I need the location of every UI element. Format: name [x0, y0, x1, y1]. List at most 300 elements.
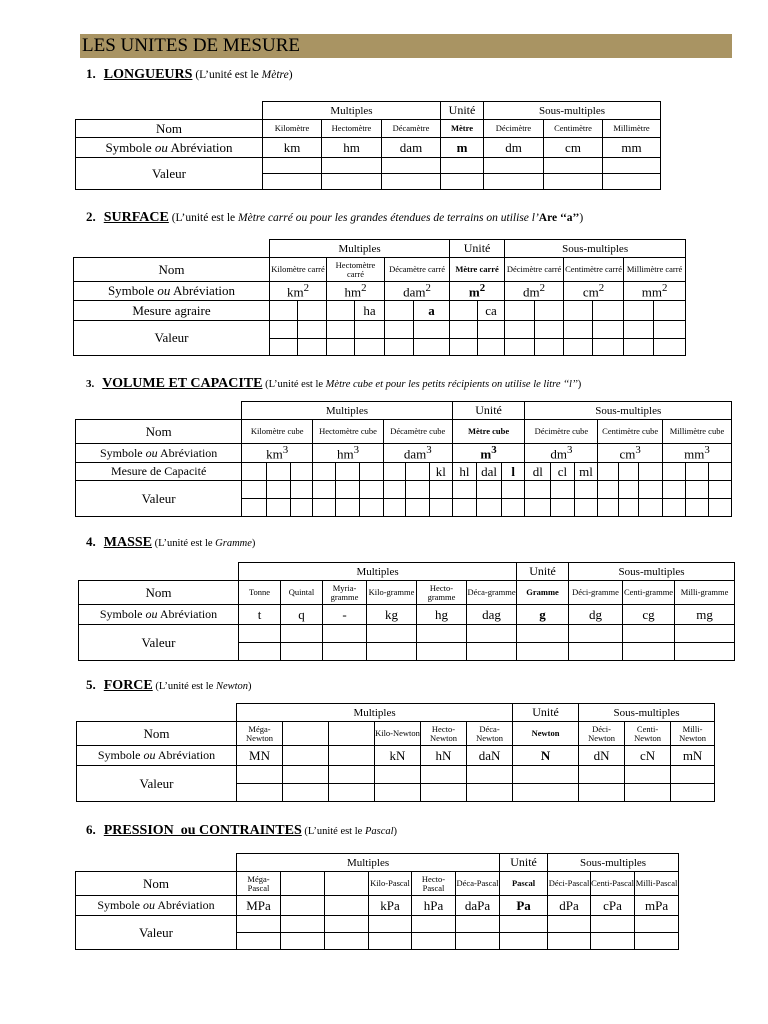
- valeur-cell: [329, 766, 375, 784]
- valeur-cell: [551, 499, 575, 517]
- capacite-cell: [709, 463, 732, 481]
- unit-symbol: dag: [467, 605, 517, 625]
- multiples-header: Multiples: [237, 854, 500, 872]
- valeur-cell: [322, 158, 382, 174]
- valeur-cell: [501, 499, 525, 517]
- unit-name-main: Newton: [513, 722, 579, 746]
- valeur-cell: [382, 158, 441, 174]
- unite-header: Unité: [513, 704, 579, 722]
- unit-symbol: cm: [544, 138, 603, 158]
- nom-label: Nom: [76, 120, 263, 138]
- unit-name-main: Mètre: [441, 120, 484, 138]
- valeur-cell: [569, 643, 623, 661]
- valeur-cell: [478, 321, 505, 339]
- valeur-label: Valeur: [76, 916, 237, 950]
- valeur-cell: [327, 321, 355, 339]
- sous-multiples-header: Sous-multiples: [505, 240, 686, 258]
- valeur-cell: [635, 916, 679, 933]
- sous-multiples-header: Sous-multiples: [548, 854, 679, 872]
- valeur-cell: [484, 174, 544, 190]
- section-number: 1.: [86, 66, 96, 81]
- valeur-cell: [639, 499, 663, 517]
- section-heading: FORCE: [103, 678, 153, 693]
- valeur-cell: [270, 321, 298, 339]
- section-number: 6.: [86, 822, 96, 837]
- valeur-cell: [548, 933, 591, 950]
- unit-name: Décimètre cube: [525, 420, 598, 444]
- valeur-cell: [360, 481, 384, 499]
- unit-symbol: mN: [671, 746, 715, 766]
- unit-symbol: kg: [367, 605, 417, 625]
- valeur-cell: [709, 481, 732, 499]
- mesure-capacite-label: Mesure de Capacité: [76, 463, 242, 481]
- unit-name: Décimètre carré: [505, 258, 564, 282]
- unit-symbol: cg: [623, 605, 675, 625]
- agraire-cell: [450, 301, 478, 321]
- section-note: (L’unité est le Pascal): [301, 826, 398, 837]
- valeur-cell: [477, 499, 502, 517]
- valeur-cell: [639, 481, 663, 499]
- valeur-cell: [298, 321, 327, 339]
- sous-multiples-header: Sous-multiples: [484, 102, 661, 120]
- valeur-cell: [564, 339, 593, 356]
- multiples-header: Multiples: [263, 102, 441, 120]
- capacite-cell: [313, 463, 336, 481]
- multiples-header: Multiples: [242, 402, 452, 420]
- unit-symbol: dg: [569, 605, 623, 625]
- capacite-symbol: kl: [430, 463, 453, 481]
- nom-label: Nom: [79, 581, 239, 605]
- valeur-cell: [417, 643, 467, 661]
- sous-multiples-header: Sous-multiples: [569, 563, 735, 581]
- nom-label: Nom: [76, 872, 237, 896]
- valeur-cell: [323, 625, 367, 643]
- valeur-cell: [574, 499, 598, 517]
- unit-name: Hecto-Pascal: [412, 872, 456, 896]
- valeur-cell: [551, 481, 575, 499]
- unit-symbol: -: [323, 605, 367, 625]
- unit-symbol: $km^2$: [270, 282, 327, 301]
- valeur-cell: [383, 499, 406, 517]
- agraire-symbol: ca: [478, 301, 505, 321]
- unit-symbol: dPa: [548, 896, 591, 916]
- unit-name: Milli-gramme: [675, 581, 735, 605]
- section-number: 4.: [86, 534, 96, 549]
- capacite-symbol: cl: [551, 463, 575, 481]
- blank-cell: [79, 563, 239, 581]
- unit-name: Milli-Newton: [671, 722, 715, 746]
- unit-symbol: cN: [625, 746, 671, 766]
- valeur-cell: [662, 499, 685, 517]
- valeur-cell: [242, 481, 267, 499]
- section-title-pression: [86, 822, 397, 839]
- unit-name: Kilomètre cube: [242, 420, 313, 444]
- section-note: (L’unité est le Gramme): [151, 538, 256, 549]
- valeur-cell: [598, 499, 619, 517]
- unit-symbol: $mm^2$: [624, 282, 686, 301]
- section-note: (L’unité est le Mètre cube et pour les petits récipients on utilise le litre ‘‘l’’): [262, 379, 582, 390]
- valeur-cell: [593, 339, 624, 356]
- valeur-cell: [355, 339, 385, 356]
- unite-header: Unité: [500, 854, 548, 872]
- valeur-cell: [375, 766, 421, 784]
- unit-symbol-main: $m^3$: [452, 444, 525, 463]
- page-title: LES UNITES DE MESURE: [80, 34, 732, 58]
- unit-symbol: [283, 746, 329, 766]
- valeur-cell: [270, 339, 298, 356]
- unit-name: Kilomètre carré: [270, 258, 327, 282]
- unit-name-main: Gramme: [517, 581, 569, 605]
- unit-name: Centi-Newton: [625, 722, 671, 746]
- unit-symbol: q: [281, 605, 323, 625]
- agraire-cell: [535, 301, 564, 321]
- valeur-cell: [467, 784, 513, 802]
- unite-header: Unité: [517, 563, 569, 581]
- valeur-cell: [635, 933, 679, 950]
- unit-name: Déca-gramme: [467, 581, 517, 605]
- valeur-cell: [579, 766, 625, 784]
- valeur-cell: [513, 784, 579, 802]
- valeur-cell: [421, 766, 467, 784]
- unit-symbol: $hm^3$: [313, 444, 384, 463]
- valeur-cell: [421, 784, 467, 802]
- valeur-cell: [323, 643, 367, 661]
- valeur-cell: [385, 339, 414, 356]
- blank-cell: [76, 402, 242, 420]
- valeur-cell: [525, 499, 551, 517]
- unit-name: Hectomètre cube: [313, 420, 384, 444]
- valeur-cell: [591, 933, 635, 950]
- unit-symbol: hN: [421, 746, 467, 766]
- section-note: (L’unité est le Newton): [152, 681, 252, 692]
- multiples-header: Multiples: [270, 240, 450, 258]
- valeur-cell: [263, 158, 322, 174]
- unit-name: Kilo-gramme: [367, 581, 417, 605]
- capacite-cell: [618, 463, 639, 481]
- mesure-agraire-label: Mesure agraire: [74, 301, 270, 321]
- valeur-cell: [548, 916, 591, 933]
- unit-name: Décamètre carré: [385, 258, 450, 282]
- section-heading: SURFACE: [103, 210, 169, 225]
- valeur-cell: [266, 481, 290, 499]
- valeur-cell: [513, 766, 579, 784]
- unit-name: Millimètre cube: [662, 420, 731, 444]
- unit-symbol: MN: [237, 746, 283, 766]
- valeur-cell: [335, 481, 360, 499]
- valeur-cell: [239, 625, 281, 643]
- unit-name-main: Mètre carré: [450, 258, 505, 282]
- valeur-cell: [412, 933, 456, 950]
- unit-symbol: mm: [603, 138, 661, 158]
- valeur-cell: [367, 643, 417, 661]
- valeur-cell: [281, 916, 325, 933]
- unit-symbol: dam: [382, 138, 441, 158]
- valeur-cell: [290, 499, 313, 517]
- valeur-cell: [685, 499, 709, 517]
- valeur-cell: [456, 933, 500, 950]
- unit-name: Centi-Pascal: [591, 872, 635, 896]
- valeur-label: Valeur: [76, 481, 242, 517]
- unite-header: Unité: [441, 102, 484, 120]
- unit-name: Millimètre: [603, 120, 661, 138]
- unit-name: Milli-Pascal: [635, 872, 679, 896]
- unit-name: Hecto-gramme: [417, 581, 467, 605]
- valeur-cell: [266, 499, 290, 517]
- capacite-cell: [598, 463, 619, 481]
- valeur-cell: [505, 321, 535, 339]
- valeur-cell: [535, 339, 564, 356]
- unit-name: Décamètre cube: [383, 420, 452, 444]
- valeur-cell: [525, 481, 551, 499]
- valeur-cell: [500, 933, 548, 950]
- valeur-cell: [430, 481, 453, 499]
- valeur-cell: [477, 481, 502, 499]
- unit-name: Méga-Pascal: [237, 872, 281, 896]
- unit-name: Kilomètre: [263, 120, 322, 138]
- valeur-cell: [675, 643, 735, 661]
- unit-symbol-main: Pa: [500, 896, 548, 916]
- valeur-cell: [281, 643, 323, 661]
- unit-symbol: dN: [579, 746, 625, 766]
- valeur-cell: [624, 339, 654, 356]
- symbole-label: Symbole ou Abréviation: [76, 138, 263, 158]
- valeur-cell: [450, 339, 478, 356]
- unit-name: Centi-gramme: [623, 581, 675, 605]
- unit-symbol: dm: [484, 138, 544, 158]
- valeur-cell: [544, 174, 603, 190]
- unit-symbol: kPa: [369, 896, 412, 916]
- symbole-label: Symbole ou Abréviation: [76, 444, 242, 463]
- unite-header: Unité: [450, 240, 505, 258]
- unit-name: Décimètre: [484, 120, 544, 138]
- unit-symbol: daN: [467, 746, 513, 766]
- section-heading: PRESSION ou CONTRAINTES: [103, 823, 302, 838]
- unit-name: Hectomètre: [322, 120, 382, 138]
- agraire-cell: [593, 301, 624, 321]
- valeur-cell: [237, 766, 283, 784]
- unit-name: Déca-Pascal: [456, 872, 500, 896]
- symbole-label: Symbole ou Abréviation: [77, 746, 237, 766]
- valeur-cell: [618, 481, 639, 499]
- multiples-header: Multiples: [237, 704, 513, 722]
- unit-symbol: MPa: [237, 896, 281, 916]
- unit-symbol: $dm^2$: [505, 282, 564, 301]
- capacite-cell: [360, 463, 384, 481]
- valeur-cell: [535, 321, 564, 339]
- unit-name: Quintal: [281, 581, 323, 605]
- unit-name: Centimètre: [544, 120, 603, 138]
- table-surface: [73, 239, 686, 356]
- unit-name: Déci-Newton: [579, 722, 625, 746]
- capacite-cell: [242, 463, 267, 481]
- valeur-cell: [654, 321, 686, 339]
- section-number: 3.: [86, 378, 95, 390]
- valeur-cell: [564, 321, 593, 339]
- capacite-cell: [290, 463, 313, 481]
- valeur-cell: [501, 481, 525, 499]
- unit-symbol: $cm^2$: [564, 282, 624, 301]
- unit-name: Kilo-Newton: [375, 722, 421, 746]
- capacite-symbol: hl: [452, 463, 477, 481]
- symbole-label: Symbole ou Abréviation: [74, 282, 270, 301]
- valeur-cell: [325, 933, 369, 950]
- unit-symbol: $km^3$: [242, 444, 313, 463]
- section-title-force: [86, 677, 252, 694]
- valeur-cell: [290, 481, 313, 499]
- valeur-cell: [574, 481, 598, 499]
- section-title-surface: [86, 209, 583, 226]
- unit-symbol-main: m: [441, 138, 484, 158]
- unit-symbol: dam$^2$: [385, 282, 450, 301]
- unit-symbol: cPa: [591, 896, 635, 916]
- multiples-header: Multiples: [239, 563, 517, 581]
- blank-cell: [76, 102, 263, 120]
- unit-symbol: [329, 746, 375, 766]
- valeur-cell: [385, 321, 414, 339]
- agraire-cell: [298, 301, 327, 321]
- nom-label: Nom: [74, 258, 270, 282]
- unit-name: Déca-Newton: [467, 722, 513, 746]
- unit-symbol: hm: [322, 138, 382, 158]
- unit-symbol: daPa: [456, 896, 500, 916]
- capacite-symbol: dl: [525, 463, 551, 481]
- table-pression: [75, 853, 679, 950]
- table-volume: [75, 401, 732, 517]
- unit-name: Décamètre: [382, 120, 441, 138]
- valeur-cell: [675, 625, 735, 643]
- capacite-symbol-main: l: [501, 463, 525, 481]
- unit-symbol: hPa: [412, 896, 456, 916]
- unit-name: Méga-Newton: [237, 722, 283, 746]
- section-number: 2.: [86, 209, 96, 224]
- valeur-cell: [623, 643, 675, 661]
- section-heading: LONGUEURS: [103, 67, 193, 82]
- unit-symbol: mPa: [635, 896, 679, 916]
- valeur-cell: [283, 766, 329, 784]
- section-title-masse: [86, 534, 255, 551]
- valeur-cell: [441, 158, 484, 174]
- symbole-label: Symbole ou Abréviation: [76, 896, 237, 916]
- valeur-cell: [685, 481, 709, 499]
- valeur-cell: [263, 174, 322, 190]
- nom-label: Nom: [77, 722, 237, 746]
- valeur-cell: [375, 784, 421, 802]
- capacite-cell: [662, 463, 685, 481]
- agraire-cell: [505, 301, 535, 321]
- valeur-cell: [369, 916, 412, 933]
- section-title-longueurs: [86, 66, 293, 83]
- valeur-cell: [322, 174, 382, 190]
- valeur-cell: [417, 625, 467, 643]
- unit-name: Hecto-Newton: [421, 722, 467, 746]
- capacite-cell: [266, 463, 290, 481]
- valeur-cell: [671, 784, 715, 802]
- valeur-label: Valeur: [76, 158, 263, 190]
- section-note: (L’unité est le Mètre carré ou pour les grandes étendues de terrains on utilise l’Are ‘‘a’’): [168, 212, 584, 224]
- unit-symbol: dam$^3$: [383, 444, 452, 463]
- blank-cell: [74, 240, 270, 258]
- unit-symbol: kN: [375, 746, 421, 766]
- valeur-cell: [603, 158, 661, 174]
- unit-name: Centimètre cube: [598, 420, 663, 444]
- unit-name-main: Pascal: [500, 872, 548, 896]
- unit-symbol: [325, 896, 369, 916]
- unit-name-main: Mètre cube: [452, 420, 525, 444]
- valeur-cell: [414, 339, 450, 356]
- section-heading: MASSE: [103, 535, 152, 550]
- valeur-cell: [313, 481, 336, 499]
- unit-symbol: [281, 896, 325, 916]
- unit-name: Hectomètre carré: [327, 258, 385, 282]
- valeur-cell: [367, 625, 417, 643]
- valeur-cell: [237, 933, 281, 950]
- unit-symbol: $hm^2$: [327, 282, 385, 301]
- valeur-cell: [360, 499, 384, 517]
- capacite-cell: [406, 463, 430, 481]
- valeur-cell: [335, 499, 360, 517]
- valeur-cell: [355, 321, 385, 339]
- valeur-cell: [237, 784, 283, 802]
- valeur-cell: [452, 499, 477, 517]
- unit-name: [325, 872, 369, 896]
- valeur-label: Valeur: [79, 625, 239, 661]
- unit-symbol: hg: [417, 605, 467, 625]
- capacite-cell: [335, 463, 360, 481]
- valeur-cell: [327, 339, 355, 356]
- valeur-cell: [450, 321, 478, 339]
- agraire-cell: [624, 301, 654, 321]
- capacite-cell: [685, 463, 709, 481]
- unit-name: [283, 722, 329, 746]
- valeur-cell: [441, 174, 484, 190]
- unit-symbol-main: N: [513, 746, 579, 766]
- valeur-cell: [623, 625, 675, 643]
- valeur-label: Valeur: [74, 321, 270, 356]
- unit-name: Déci-gramme: [569, 581, 623, 605]
- valeur-cell: [478, 339, 505, 356]
- agraire-cell: [564, 301, 593, 321]
- valeur-cell: [517, 643, 569, 661]
- valeur-cell: [242, 499, 267, 517]
- unit-symbol: t: [239, 605, 281, 625]
- valeur-cell: [414, 321, 450, 339]
- valeur-cell: [517, 625, 569, 643]
- nom-label: Nom: [76, 420, 242, 444]
- capacite-symbol: ml: [574, 463, 598, 481]
- valeur-cell: [412, 916, 456, 933]
- valeur-cell: [671, 766, 715, 784]
- blank-cell: [76, 854, 237, 872]
- table-longueurs: [75, 101, 661, 190]
- valeur-label: Valeur: [77, 766, 237, 802]
- valeur-cell: [505, 339, 535, 356]
- valeur-cell: [484, 158, 544, 174]
- valeur-cell: [662, 481, 685, 499]
- section-heading: VOLUME ET CAPACITE: [102, 376, 263, 391]
- unit-symbol: km: [263, 138, 322, 158]
- valeur-cell: [467, 625, 517, 643]
- unit-name: Millimètre carré: [624, 258, 686, 282]
- valeur-cell: [625, 784, 671, 802]
- valeur-cell: [624, 321, 654, 339]
- valeur-cell: [406, 499, 430, 517]
- section-note: (L’unité est le Mètre): [192, 69, 293, 81]
- unit-symbol-main: $m^2$: [450, 282, 505, 301]
- valeur-cell: [369, 933, 412, 950]
- valeur-cell: [237, 916, 281, 933]
- valeur-cell: [593, 321, 624, 339]
- agraire-cell: [385, 301, 414, 321]
